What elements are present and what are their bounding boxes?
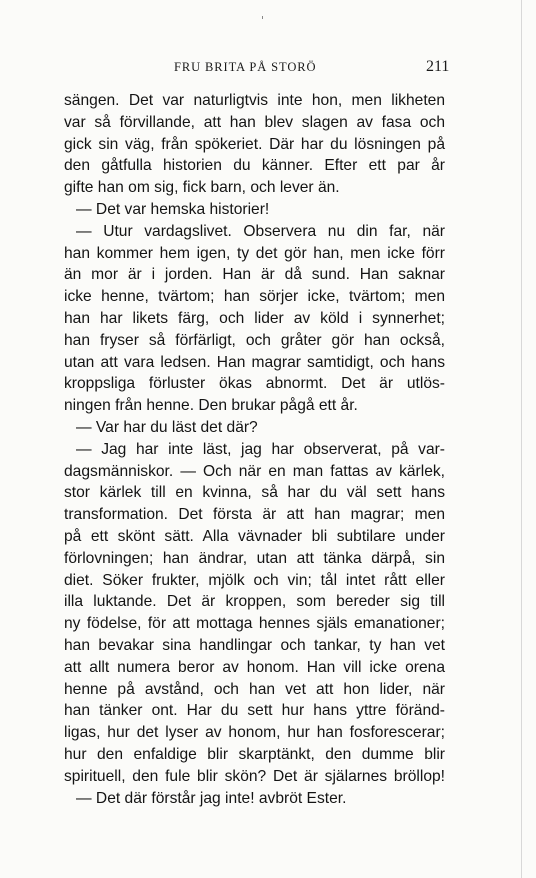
- text-line: var så förvillande, att han blev slagen av fasa och: [64, 113, 445, 131]
- text-line: gifte han om sig, fick barn, och lever än.: [64, 179, 340, 197]
- text-line: han bevakar sina handlingar och tankar, ty han vet: [64, 636, 445, 654]
- page-header: [0, 58, 536, 80]
- text-line: hur den enfaldige blir skarptänkt, den dumme blir: [64, 745, 445, 763]
- text-line: han fryser så förfärligt, och gråter gör han också,: [64, 331, 445, 349]
- text-line: än mor är i jorden. Han är då sund. Han saknar: [64, 266, 445, 284]
- running-title: FRU BRITA PÅ STORÖ: [174, 60, 317, 74]
- text-line: henne på avstånd, och han vet att hon lider, när: [64, 680, 445, 698]
- text-line: dagsmänniskor. — Och när en man fattas av kärlek,: [64, 462, 445, 480]
- text-line: diet. Söker frukter, mjölk och vin; tål intet rått eller: [64, 571, 445, 589]
- text-line: på ett skönt sätt. Alla vävnader bli subtilare under: [64, 527, 445, 545]
- text-line: — Utur vardagslivet. Observera nu din far, när: [76, 222, 445, 240]
- text-line: — Jag har inte läst, jag har observerat, på var-: [76, 440, 445, 458]
- text-line: icke henne, tvärtom; han sörjer icke, tvärtom; men: [64, 288, 445, 306]
- page-number: 211: [426, 58, 450, 75]
- text-line: den gåtfulla historien du känner. Efter ett par år: [64, 157, 445, 175]
- text-line: illa luktande. Det är kroppen, som bereder sig till: [64, 593, 445, 611]
- text-line: han tänker ont. Har du sett hur hans yttre föränd-: [64, 702, 445, 720]
- text-line: han kommer hem igen, ty det gör han, men icke förr: [64, 244, 445, 262]
- text-line: utan att vara ledsen. Han magrar samtidigt, och hans: [64, 353, 445, 371]
- text-line: att allt numera beror av honom. Han vill icke orena: [64, 658, 445, 676]
- text-line: han har likets färg, och lider av köld i synnerhet;: [64, 309, 445, 327]
- text-line: — Det där förstår jag inte! avbröt Ester.: [76, 789, 347, 807]
- page-edge: [521, 0, 522, 878]
- text-line: ningen från henne. Den brukar pågå ett år.: [64, 397, 358, 415]
- text-line: transformation. Det första är att han magrar; men: [64, 506, 445, 524]
- text-line: gick sin väg, från spökeriet. Där har du lösningen på: [64, 135, 445, 153]
- print-mark: [262, 16, 263, 19]
- body-text: [64, 90, 445, 809]
- text-line: — Var har du läst det där?: [76, 418, 258, 436]
- text-line: stor kärlek till en kvinna, så har du väl sett hans: [64, 484, 445, 502]
- text-line: spirituell, den fule blir skön? Det är själarnes bröllop!: [64, 767, 445, 785]
- text-line: förlovningen; han ändrar, utan att tänka därpå, sin: [64, 549, 445, 567]
- text-line: ny födelse, för att mottaga hennes själs emanationer;: [64, 615, 445, 633]
- text-line: sängen. Det var naturligtvis inte hon, men likheten: [64, 92, 445, 109]
- text-line: — Det var hemska historier!: [76, 200, 270, 218]
- text-line: ligas, hur det lyser av honom, hur han fosforescerar;: [64, 724, 445, 742]
- text-line: kroppsliga förluster ökas abnormt. Det är utlös-: [64, 375, 445, 393]
